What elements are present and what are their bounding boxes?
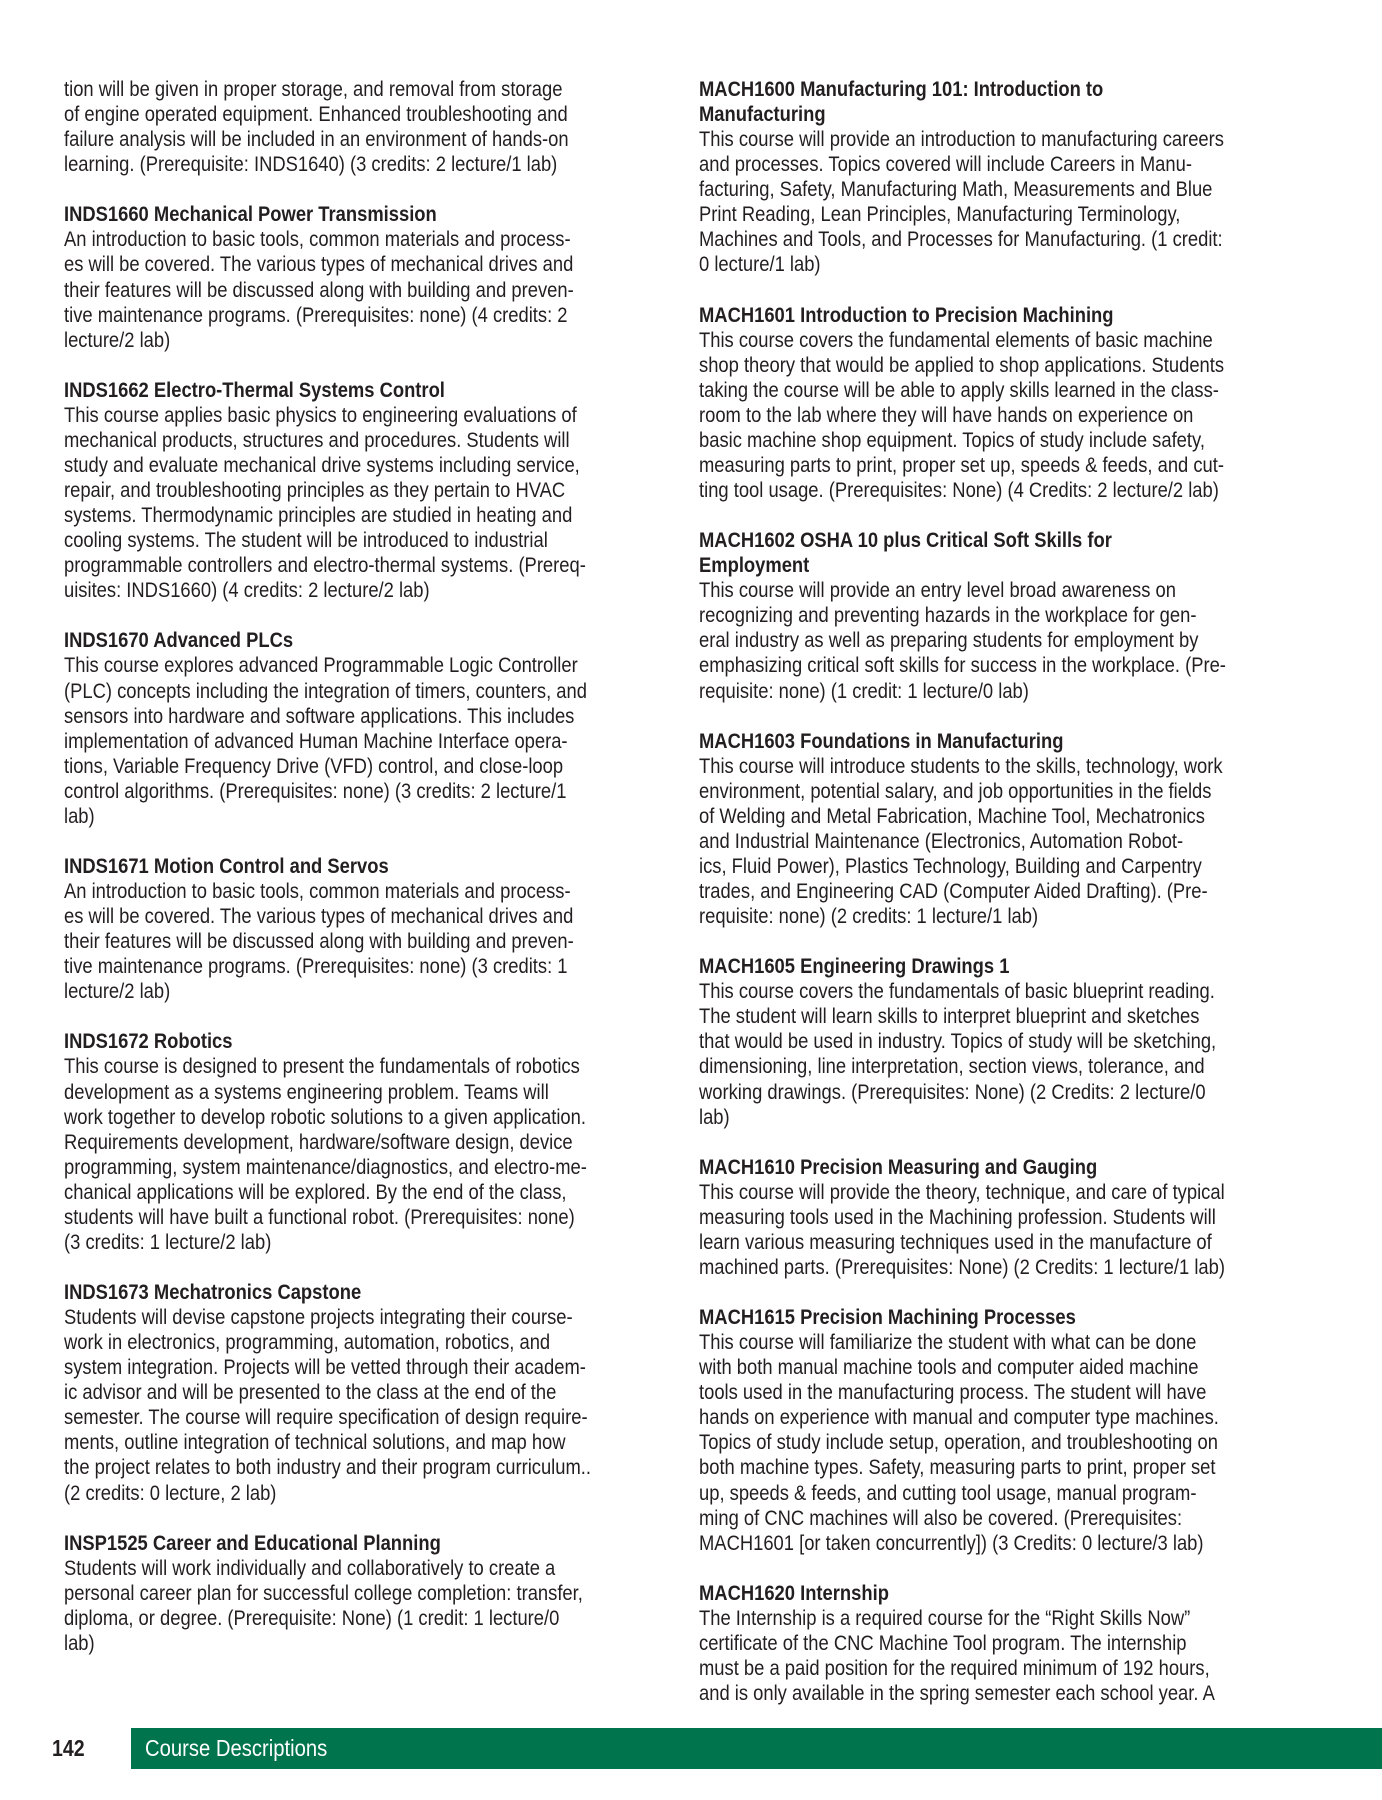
- course-entry: [699, 1155, 1309, 1280]
- course-description-line: lab): [64, 804, 95, 828]
- course-description-line: diploma, or degree. (Prerequisite: None) (1 credit: 1 lecture/0: [64, 1606, 560, 1630]
- course-description-line: (3 credits: 1 lecture/2 lab): [64, 1230, 272, 1254]
- course-description: [699, 578, 1309, 703]
- course-description-line: lecture/2 lab): [64, 328, 171, 352]
- course-description-line: implementation of advanced Human Machine Interface opera-: [64, 729, 568, 753]
- course-title-line: MACH1600 Manufacturing 101: Introduction to: [699, 78, 1104, 101]
- course-title: [699, 1305, 1309, 1330]
- course-title: [64, 1531, 674, 1556]
- course-description-line: ic advisor and will be presented to the class at the end of the: [64, 1381, 557, 1405]
- course-title: [699, 1155, 1309, 1180]
- course-description-line: MACH1601 [or taken concurrently]) (3 Credits: 0 lecture/3 lab): [699, 1531, 1204, 1555]
- course-description-line: tive maintenance programs. (Prerequisites: none) (4 credits: 2: [64, 303, 568, 327]
- course-entry: [699, 77, 1309, 278]
- course-description-line: certificate of the CNC Machine Tool program. The internship: [699, 1631, 1187, 1655]
- course-title: [64, 378, 674, 403]
- course-description-line: mechanical products, structures and procedures. Students will: [64, 428, 570, 452]
- course-description-line: programmable controllers and electro-thermal systems. (Prereq-: [64, 554, 586, 578]
- course-description-line: tions, Variable Frequency Drive (VFD) control, and close-loop: [64, 754, 564, 778]
- course-description-line: sensors into hardware and software applications. This includes: [64, 704, 575, 728]
- course-title-line: MACH1601 Introduction to Precision Machining: [699, 303, 1114, 327]
- course-entry: [699, 528, 1309, 703]
- course-description-line: Requirements development, hardware/software design, device: [64, 1130, 573, 1154]
- page-number: 142: [52, 1735, 85, 1761]
- course-description-line: learning. (Prerequisite: INDS1640) (3 credits: 2 lecture/1 lab): [64, 153, 558, 177]
- course-description: [64, 1305, 674, 1506]
- course-title-line: MACH1602 OSHA 10 plus Critical Soft Skills for: [699, 529, 1112, 553]
- course-description: [64, 1054, 674, 1255]
- left-column: [64, 77, 674, 1681]
- course-description-line: lab): [64, 1631, 95, 1655]
- course-description-line: This course will familiarize the student with what can be done: [699, 1331, 1197, 1355]
- footer-bar: [131, 1728, 1382, 1769]
- course-entry: [64, 77, 674, 177]
- section-title: Course Descriptions: [145, 1735, 328, 1761]
- course-description-line: shop theory that would be applied to shop applications. Students: [699, 353, 1225, 377]
- course-description-line: dimensioning, line interpretation, section views, tolerance, and: [699, 1055, 1205, 1079]
- course-description-line: tive maintenance programs. (Prerequisites: none) (3 credits: 1: [64, 955, 568, 979]
- course-description-line: programming, system maintenance/diagnostics, and electro-me-: [64, 1155, 587, 1179]
- course-description-line: measuring tools used in the Machining profession. Students will: [699, 1205, 1216, 1229]
- course-description-line: room to the lab where they will have hands on experience on: [699, 403, 1194, 427]
- course-description-line: development as a systems engineering problem. Teams will: [64, 1080, 549, 1104]
- course-description-line: An introduction to basic tools, common materials and process-: [64, 228, 571, 252]
- course-description-line: lab): [699, 1105, 730, 1129]
- course-description-line: hands on experience with manual and computer type machines.: [699, 1406, 1219, 1430]
- course-description: [64, 403, 674, 604]
- course-description-line: Machines and Tools, and Processes for Manufacturing. (1 credit:: [699, 228, 1223, 252]
- course-title: [64, 1280, 674, 1305]
- course-description-line: taking the course will be able to apply skills learned in the class-: [699, 378, 1219, 402]
- course-title: [699, 528, 1309, 578]
- course-description-line: and is only available in the spring semester each school year. A: [699, 1682, 1215, 1705]
- course-description-line: basic machine shop equipment. Topics of study include safety,: [699, 428, 1205, 452]
- course-entry: [699, 954, 1309, 1129]
- course-title: [699, 77, 1309, 127]
- course-title-line: INDS1672 Robotics: [64, 1030, 233, 1054]
- course-description-line: This course covers the fundamental elements of basic machine: [699, 328, 1213, 352]
- course-description-line: 0 lecture/1 lab): [699, 253, 821, 277]
- course-title: [64, 854, 674, 879]
- course-title: [699, 729, 1309, 754]
- course-title-line: INDS1670 Advanced PLCs: [64, 629, 294, 653]
- course-entry: [699, 1305, 1309, 1556]
- course-description-line: systems. Thermodynamic principles are studied in heating and: [64, 504, 573, 528]
- course-entry: [64, 1531, 674, 1656]
- course-description-line: control algorithms. (Prerequisites: none) (3 credits: 2 lecture/1: [64, 779, 567, 803]
- course-entry: [699, 303, 1309, 504]
- course-description-line: and Industrial Maintenance (Electronics, Automation Robot-: [699, 829, 1184, 853]
- course-title-line: INDS1671 Motion Control and Servos: [64, 854, 389, 878]
- course-description-line: lecture/2 lab): [64, 980, 171, 1004]
- course-description-line: their features will be discussed along with building and preven-: [64, 278, 574, 302]
- course-title: [699, 303, 1309, 328]
- course-description-line: The Internship is a required course for the “Right Skills Now”: [699, 1606, 1191, 1630]
- course-title: [64, 1029, 674, 1054]
- course-title: [64, 628, 674, 653]
- course-description: [699, 1330, 1309, 1556]
- course-description-line: personal career plan for successful college completion: transfer,: [64, 1581, 583, 1605]
- course-entry: [64, 1280, 674, 1506]
- course-entry: [64, 854, 674, 1004]
- course-description-line: of engine operated equipment. Enhanced troubleshooting and: [64, 103, 568, 127]
- course-description-line: semester. The course will require specification of design require-: [64, 1406, 588, 1430]
- course-description: [699, 1606, 1309, 1706]
- course-description: [699, 1180, 1309, 1280]
- course-title-line: INDS1660 Mechanical Power Transmission: [64, 203, 437, 227]
- course-description-line: requisite: none) (2 credits: 1 lecture/1 lab): [699, 905, 1039, 929]
- course-description: [699, 328, 1309, 503]
- course-description-line: This course will provide an introduction to manufacturing careers: [699, 128, 1224, 152]
- course-description-line: and processes. Topics covered will include Careers in Manu-: [699, 153, 1192, 177]
- course-description-line: ments, outline integration of technical solutions, and map how: [64, 1431, 566, 1455]
- course-title-line: MACH1603 Foundations in Manufacturing: [699, 729, 1064, 753]
- course-description-line: This course explores advanced Programmable Logic Controller: [64, 654, 578, 678]
- course-description-line: study and evaluate mechanical drive systems including service,: [64, 453, 580, 477]
- course-description: [699, 754, 1309, 929]
- course-description-line: ting tool usage. (Prerequisites: None) (4 Credits: 2 lecture/2 lab): [699, 479, 1219, 502]
- course-description-line: The student will learn skills to interpret blueprint and sketches: [699, 1005, 1200, 1029]
- course-entry: [699, 729, 1309, 930]
- course-title-line: Manufacturing: [699, 103, 826, 127]
- course-description-line: tion will be given in proper storage, and removal from storage: [64, 78, 563, 101]
- course-entry: [64, 378, 674, 604]
- course-title-line: MACH1610 Precision Measuring and Gauging: [699, 1155, 1098, 1179]
- course-description: [699, 979, 1309, 1129]
- course-description-line: ics, Fluid Power), Plastics Technology, Building and Carpentry: [699, 854, 1202, 878]
- course-description-line: work together to develop robotic solutions to a given application.: [64, 1105, 586, 1129]
- course-description: [64, 653, 674, 828]
- course-description: [64, 879, 674, 1004]
- course-description-line: that would be used in industry. Topics of study will be sketching,: [699, 1030, 1217, 1054]
- course-description-line: recognizing and preventing hazards in the workplace for gen-: [699, 604, 1197, 628]
- course-title-line: INDS1673 Mechatronics Capstone: [64, 1281, 362, 1304]
- course-title: [699, 1581, 1309, 1606]
- course-description-line: measuring parts to print, proper set up, speeds & feeds, and cut-: [699, 453, 1224, 477]
- course-title-line: MACH1605 Engineering Drawings 1: [699, 955, 1010, 979]
- course-description-line: (2 credits: 0 lecture, 2 lab): [64, 1481, 277, 1505]
- course-description-line: Print Reading, Lean Principles, Manufacturing Terminology,: [699, 203, 1181, 227]
- course-description-line: Topics of study include setup, operation, and troubleshooting on: [699, 1431, 1218, 1455]
- course-description: [699, 127, 1309, 277]
- course-description-line: This course will introduce students to the skills, technology, work: [699, 754, 1223, 778]
- course-description-line: both machine types. Safety, measuring parts to print, proper set: [699, 1456, 1216, 1480]
- course-title-line: MACH1615 Precision Machining Processes: [699, 1306, 1076, 1330]
- course-description: [64, 1556, 674, 1656]
- course-description-line: es will be covered. The various types of mechanical drives and: [64, 253, 574, 277]
- course-description-line: This course will provide the theory, technique, and care of typical: [699, 1180, 1225, 1204]
- course-description-line: This course covers the fundamentals of basic blueprint reading.: [699, 980, 1215, 1004]
- course-description-line: emphasizing critical soft skills for success in the workplace. (Pre-: [699, 654, 1226, 678]
- course-description-line: This course applies basic physics to engineering evaluations of: [64, 403, 577, 427]
- course-description-line: eral industry as well as preparing students for employment by: [699, 629, 1199, 653]
- course-description-line: the project relates to both industry and their program curriculum..: [64, 1456, 592, 1480]
- course-description-line: work in electronics, programming, automation, robotics, and: [64, 1331, 551, 1355]
- course-description-line: of Welding and Metal Fabrication, Machine Tool, Mechatronics: [699, 804, 1205, 828]
- course-entry: [699, 1581, 1309, 1706]
- course-description-line: environment, potential salary, and job opportunities in the fields: [699, 779, 1212, 803]
- course-description-line: es will be covered. The various types of mechanical drives and: [64, 905, 574, 929]
- course-description-line: uisites: INDS1660) (4 credits: 2 lecture/2 lab): [64, 579, 430, 603]
- course-description-line: This course is designed to present the fundamentals of robotics: [64, 1055, 580, 1079]
- course-description: [64, 227, 674, 352]
- course-entry: [64, 1029, 674, 1255]
- course-title-line: INDS1662 Electro-Thermal Systems Control: [64, 378, 445, 402]
- course-description-line: repair, and troubleshooting principles as they pertain to HVAC: [64, 479, 566, 502]
- course-description-line: Students will work individually and collaboratively to create a: [64, 1556, 556, 1580]
- course-description-line: facturing, Safety, Manufacturing Math, Measurements and Blue: [699, 178, 1213, 202]
- course-description-line: machined parts. (Prerequisites: None) (2 Credits: 1 lecture/1 lab): [699, 1255, 1225, 1279]
- course-entry: [64, 202, 674, 352]
- course-title-line: MACH1620 Internship: [699, 1581, 889, 1605]
- course-title: [64, 202, 674, 227]
- course-description-line: ming of CNC machines will also be covered. (Prerequisites:: [699, 1506, 1183, 1530]
- course-description-line: chanical applications will be explored. By the end of the class,: [64, 1180, 567, 1204]
- course-description-line: with both manual machine tools and computer aided machine: [699, 1356, 1199, 1380]
- course-description-line: requisite: none) (1 credit: 1 lecture/0 lab): [699, 679, 1029, 703]
- course-title-line: Employment: [699, 554, 810, 578]
- course-description-line: An introduction to basic tools, common materials and process-: [64, 880, 571, 903]
- course-description-line: cooling systems. The student will be introduced to industrial: [64, 529, 548, 553]
- course-description-line: system integration. Projects will be vetted through their academ-: [64, 1356, 586, 1380]
- course-description-line: working drawings. (Prerequisites: None) (2 Credits: 2 lecture/0: [699, 1080, 1206, 1104]
- course-description-line: must be a paid position for the required minimum of 192 hours,: [699, 1656, 1210, 1680]
- course-description-line: (PLC) concepts including the integration of timers, counters, and: [64, 679, 587, 703]
- course-entry: [64, 628, 674, 829]
- course-description-line: students will have built a functional robot. (Prerequisites: none): [64, 1205, 575, 1229]
- course-title: [699, 954, 1309, 979]
- course-description-line: trades, and Engineering CAD (Computer Aided Drafting). (Pre-: [699, 880, 1208, 903]
- course-description-line: up, speeds & feeds, and cutting tool usage, manual program-: [699, 1481, 1197, 1505]
- course-description: [64, 77, 674, 177]
- course-description-line: Students will devise capstone projects integrating their course-: [64, 1306, 573, 1330]
- course-description-line: This course will provide an entry level broad awareness on: [699, 579, 1176, 603]
- course-description-line: tools used in the manufacturing process. The student will have: [699, 1381, 1207, 1405]
- course-title-line: INSP1525 Career and Educational Planning: [64, 1531, 441, 1555]
- course-description-line: failure analysis will be included in an environment of hands-on: [64, 128, 569, 152]
- course-description-line: learn various measuring techniques used in the manufacture of: [699, 1230, 1212, 1254]
- right-column: [699, 77, 1309, 1731]
- course-description-line: their features will be discussed along with building and preven-: [64, 930, 574, 954]
